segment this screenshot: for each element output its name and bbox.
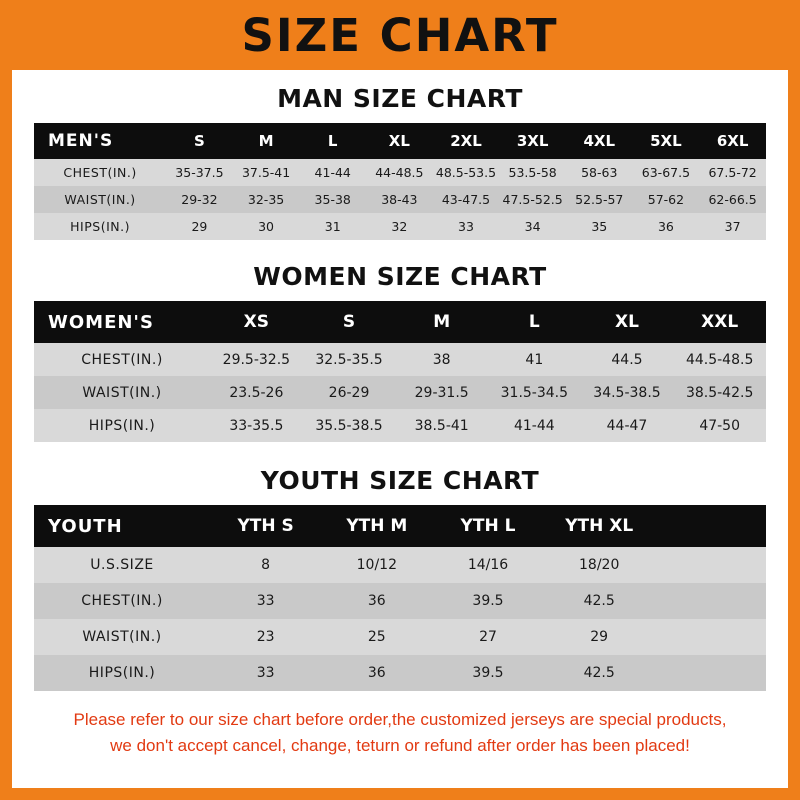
men-table-header — [34, 123, 766, 159]
table-cell: 36 — [367, 593, 386, 609]
youth-section-title: YOUTH SIZE CHART — [260, 466, 540, 495]
table-cell: 39.5 — [472, 593, 504, 609]
table-cell: 26-29 — [328, 384, 370, 401]
table-row — [34, 376, 766, 409]
table-cell: 47-50 — [699, 417, 740, 434]
table-cell: 67.5-72 — [708, 165, 757, 180]
table-cell: 25 — [367, 629, 386, 645]
women-table-header — [34, 301, 766, 343]
table-cell: 8 — [261, 557, 271, 573]
table-cell: 34 — [524, 219, 541, 234]
table-cell: 29-32 — [181, 192, 218, 207]
youth-section — [12, 466, 788, 691]
men-waist-label: WAIST(IN.) — [64, 192, 136, 207]
table-cell: 38.5-42.5 — [685, 384, 754, 401]
table-cell — [655, 655, 766, 691]
table-row — [34, 583, 766, 619]
disclaimer-note — [12, 691, 788, 758]
table-cell: 43-47.5 — [441, 192, 491, 207]
table-cell: 58-63 — [581, 165, 618, 180]
table-cell: 31 — [324, 219, 341, 234]
men-header-l: L — [327, 132, 338, 150]
top-banner — [0, 0, 800, 70]
table-cell: 53.5-58 — [508, 165, 557, 180]
women-header-s: S — [342, 312, 356, 332]
youth-header-spacer — [655, 505, 766, 547]
table-cell: 27 — [479, 629, 497, 645]
women-header-xxl: XXL — [701, 312, 739, 332]
table-cell: 38 — [432, 351, 451, 368]
men-header-6xl: 6XL — [716, 132, 749, 150]
women-table-body — [34, 343, 766, 442]
note-line-2: we don't accept cancel, change, teturn or refund after order has been placed! — [110, 735, 690, 755]
bottom-accent-strip — [0, 788, 800, 800]
women-chest-label: CHEST(IN.) — [81, 351, 163, 368]
table-cell: 42.5 — [583, 665, 615, 681]
table-row — [34, 655, 766, 691]
women-header-xl: XL — [615, 312, 639, 332]
table-cell: 35-38 — [314, 192, 351, 207]
table-row — [34, 547, 766, 583]
table-row — [34, 409, 766, 442]
men-section-title: MAN SIZE CHART — [277, 84, 523, 113]
table-row — [34, 213, 766, 240]
women-header-xs: XS — [243, 312, 270, 332]
table-row — [34, 619, 766, 655]
youth-header-yth-m: YTH M — [346, 516, 408, 536]
women-waist-label: WAIST(IN.) — [82, 384, 162, 401]
women-section — [12, 262, 788, 442]
table-cell: 62-66.5 — [708, 192, 757, 207]
table-row — [34, 343, 766, 376]
table-cell: 34.5-38.5 — [593, 384, 661, 401]
table-cell — [655, 619, 766, 655]
men-header-s: S — [194, 132, 205, 150]
table-cell: 47.5-52.5 — [502, 192, 563, 207]
youth-header-label: YOUTH — [48, 515, 123, 537]
youth-ussize-label: U.S.SIZE — [90, 557, 154, 573]
men-table-body — [34, 159, 766, 240]
table-cell: 33-35.5 — [229, 417, 284, 434]
table-cell: 32.5-35.5 — [315, 351, 383, 368]
table-cell: 36 — [367, 665, 386, 681]
youth-table-body — [34, 547, 766, 691]
men-header-label: MEN'S — [48, 131, 114, 151]
table-cell: 48.5-53.5 — [435, 165, 497, 180]
table-cell: 32 — [391, 219, 408, 234]
table-cell: 37.5-41 — [241, 165, 291, 180]
table-cell: 63-67.5 — [641, 165, 691, 180]
table-cell: 41-44 — [513, 417, 555, 434]
table-cell: 29 — [191, 219, 208, 234]
table-cell: 37 — [724, 219, 741, 234]
youth-waist-label: WAIST(IN.) — [82, 629, 162, 645]
men-header-5xl: 5XL — [650, 132, 682, 150]
table-row — [34, 186, 766, 213]
youth-header-yth-xl: YTH XL — [565, 516, 634, 536]
table-cell: 44.5 — [611, 351, 643, 368]
table-header-row — [34, 505, 766, 547]
table-cell: 35.5-38.5 — [315, 417, 383, 434]
women-header-m: M — [433, 312, 451, 332]
women-size-table — [34, 301, 766, 442]
table-cell: 42.5 — [583, 593, 615, 609]
table-cell: 29.5-32.5 — [222, 351, 291, 368]
youth-chest-label: CHEST(IN.) — [81, 593, 163, 609]
table-cell: 35 — [591, 219, 608, 234]
table-row — [34, 159, 766, 186]
men-header-3xl: 3XL — [516, 132, 549, 150]
table-cell: 10/12 — [356, 557, 397, 573]
men-chest-label: CHEST(IN.) — [63, 165, 137, 180]
table-cell: 18/20 — [579, 557, 620, 573]
table-cell: 30 — [258, 219, 275, 234]
table-cell: 31.5-34.5 — [500, 384, 569, 401]
youth-header-yth-l: YTH L — [460, 516, 516, 536]
men-header-2xl: 2XL — [450, 132, 482, 150]
table-cell: 23 — [256, 629, 275, 645]
table-cell: 29 — [590, 629, 609, 645]
table-cell: 14/16 — [467, 557, 509, 573]
table-cell: 35-37.5 — [175, 165, 224, 180]
table-cell: 44-47 — [606, 417, 648, 434]
table-cell: 38-43 — [381, 192, 418, 207]
youth-hips-label: HIPS(IN.) — [88, 665, 156, 681]
page-title: SIZE CHART — [241, 8, 559, 62]
table-cell: 41-44 — [314, 165, 351, 180]
table-cell: 29-31.5 — [414, 384, 469, 401]
youth-size-table — [34, 505, 766, 691]
table-cell: 32-35 — [247, 192, 285, 207]
men-hips-label: HIPS(IN.) — [70, 219, 130, 234]
table-cell: 33 — [458, 219, 474, 234]
women-hips-label: HIPS(IN.) — [88, 417, 156, 434]
table-cell: 33 — [256, 665, 275, 681]
women-header-l: L — [528, 312, 540, 332]
women-header-label: WOMEN'S — [48, 311, 154, 333]
youth-header-yth-s: YTH S — [237, 516, 294, 536]
table-cell: 39.5 — [472, 665, 504, 681]
table-header-row — [34, 301, 766, 343]
table-cell — [655, 583, 766, 619]
women-section-title: WOMEN SIZE CHART — [253, 262, 547, 291]
table-cell: 38.5-41 — [414, 417, 469, 434]
table-cell: 52.5-57 — [575, 192, 624, 207]
men-section — [12, 84, 788, 240]
note-line-1: Please refer to our size chart before order,the customized jerseys are special products, — [73, 710, 727, 729]
table-cell: 23.5-26 — [229, 384, 284, 401]
table-cell: 44.5-48.5 — [685, 351, 754, 368]
table-header-row — [34, 123, 766, 159]
men-header-xl: XL — [388, 132, 410, 150]
youth-table-header — [34, 505, 766, 547]
table-cell: 57-62 — [647, 192, 685, 207]
men-size-table — [34, 123, 766, 240]
table-cell — [655, 547, 766, 583]
men-header-m: M — [258, 132, 274, 150]
men-header-4xl: 4XL — [583, 132, 616, 150]
table-cell: 36 — [657, 219, 674, 234]
table-cell: 33 — [256, 593, 275, 609]
table-cell: 44-48.5 — [375, 165, 424, 180]
table-cell: 41 — [525, 351, 544, 368]
